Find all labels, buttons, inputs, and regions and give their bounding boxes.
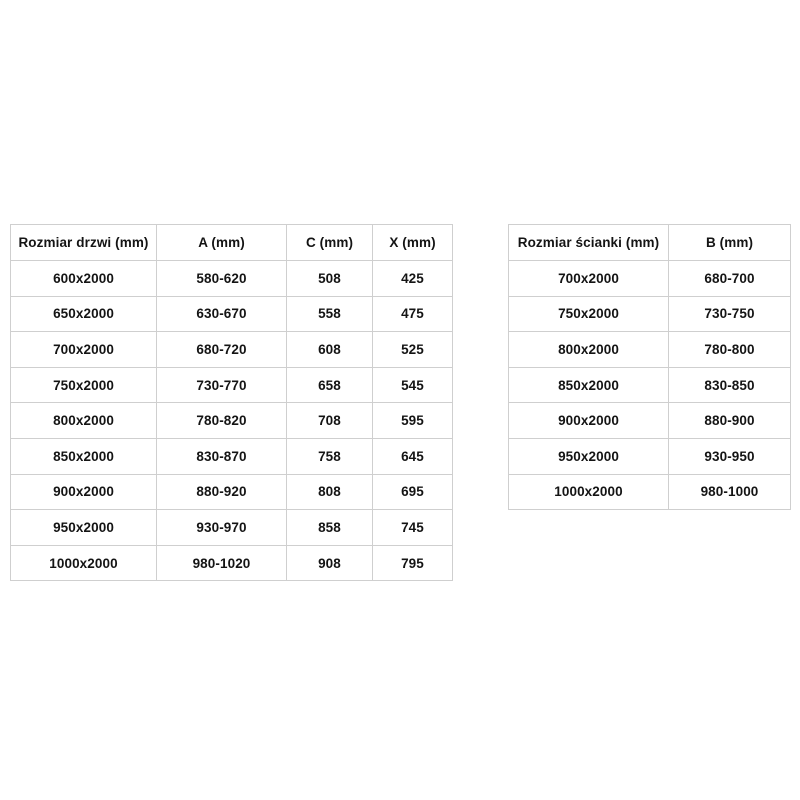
column-header-x: X (mm) xyxy=(373,225,453,261)
cell-x: 695 xyxy=(373,474,453,510)
door-size-table-head xyxy=(11,225,453,261)
table-row xyxy=(11,438,453,474)
cell-c: 808 xyxy=(287,474,373,510)
cell-b: 680-700 xyxy=(669,261,791,297)
table-header-row xyxy=(11,225,453,261)
table-row xyxy=(11,332,453,368)
cell-b: 780-800 xyxy=(669,332,791,368)
cell-x: 545 xyxy=(373,367,453,403)
cell-a: 680-720 xyxy=(157,332,287,368)
cell-c: 658 xyxy=(287,367,373,403)
table-row xyxy=(509,332,791,368)
column-header-wall-size: Rozmiar ścianki (mm) xyxy=(509,225,669,261)
cell-door-size: 800x2000 xyxy=(11,403,157,439)
column-header-door-size: Rozmiar drzwi (mm) xyxy=(11,225,157,261)
table-row xyxy=(509,403,791,439)
cell-x: 425 xyxy=(373,261,453,297)
cell-a: 880-920 xyxy=(157,474,287,510)
cell-wall-size: 950x2000 xyxy=(509,438,669,474)
cell-c: 908 xyxy=(287,545,373,581)
table-row xyxy=(509,367,791,403)
wall-size-table-head xyxy=(509,225,791,261)
cell-c: 708 xyxy=(287,403,373,439)
cell-b: 730-750 xyxy=(669,296,791,332)
cell-door-size: 750x2000 xyxy=(11,367,157,403)
table-header-row xyxy=(509,225,791,261)
cell-b: 880-900 xyxy=(669,403,791,439)
cell-c: 758 xyxy=(287,438,373,474)
table-row xyxy=(509,261,791,297)
cell-x: 595 xyxy=(373,403,453,439)
cell-door-size: 650x2000 xyxy=(11,296,157,332)
cell-a: 630-670 xyxy=(157,296,287,332)
cell-wall-size: 750x2000 xyxy=(509,296,669,332)
door-size-table-container xyxy=(10,224,452,581)
wall-size-table-container xyxy=(508,224,790,510)
cell-b: 930-950 xyxy=(669,438,791,474)
cell-x: 525 xyxy=(373,332,453,368)
cell-x: 645 xyxy=(373,438,453,474)
door-size-table-body xyxy=(11,261,453,581)
table-row xyxy=(509,474,791,510)
cell-a: 780-820 xyxy=(157,403,287,439)
cell-c: 608 xyxy=(287,332,373,368)
cell-door-size: 600x2000 xyxy=(11,261,157,297)
cell-a: 830-870 xyxy=(157,438,287,474)
cell-b: 980-1000 xyxy=(669,474,791,510)
cell-wall-size: 800x2000 xyxy=(509,332,669,368)
wall-size-table xyxy=(508,224,791,510)
wall-size-table-body xyxy=(509,261,791,510)
table-row xyxy=(11,510,453,546)
cell-x: 475 xyxy=(373,296,453,332)
cell-b: 830-850 xyxy=(669,367,791,403)
cell-wall-size: 700x2000 xyxy=(509,261,669,297)
cell-c: 558 xyxy=(287,296,373,332)
cell-x: 795 xyxy=(373,545,453,581)
cell-x: 745 xyxy=(373,510,453,546)
door-size-table xyxy=(10,224,453,581)
cell-a: 980-1020 xyxy=(157,545,287,581)
cell-a: 730-770 xyxy=(157,367,287,403)
column-header-c: C (mm) xyxy=(287,225,373,261)
cell-c: 508 xyxy=(287,261,373,297)
cell-wall-size: 1000x2000 xyxy=(509,474,669,510)
cell-wall-size: 850x2000 xyxy=(509,367,669,403)
cell-door-size: 950x2000 xyxy=(11,510,157,546)
cell-a: 930-970 xyxy=(157,510,287,546)
table-row xyxy=(11,545,453,581)
column-header-a: A (mm) xyxy=(157,225,287,261)
cell-door-size: 700x2000 xyxy=(11,332,157,368)
table-row xyxy=(11,403,453,439)
cell-wall-size: 900x2000 xyxy=(509,403,669,439)
table-row xyxy=(11,367,453,403)
table-row xyxy=(11,474,453,510)
table-row xyxy=(11,296,453,332)
cell-a: 580-620 xyxy=(157,261,287,297)
cell-c: 858 xyxy=(287,510,373,546)
cell-door-size: 850x2000 xyxy=(11,438,157,474)
column-header-b: B (mm) xyxy=(669,225,791,261)
table-row xyxy=(11,261,453,297)
cell-door-size: 900x2000 xyxy=(11,474,157,510)
table-row xyxy=(509,438,791,474)
table-row xyxy=(509,296,791,332)
cell-door-size: 1000x2000 xyxy=(11,545,157,581)
